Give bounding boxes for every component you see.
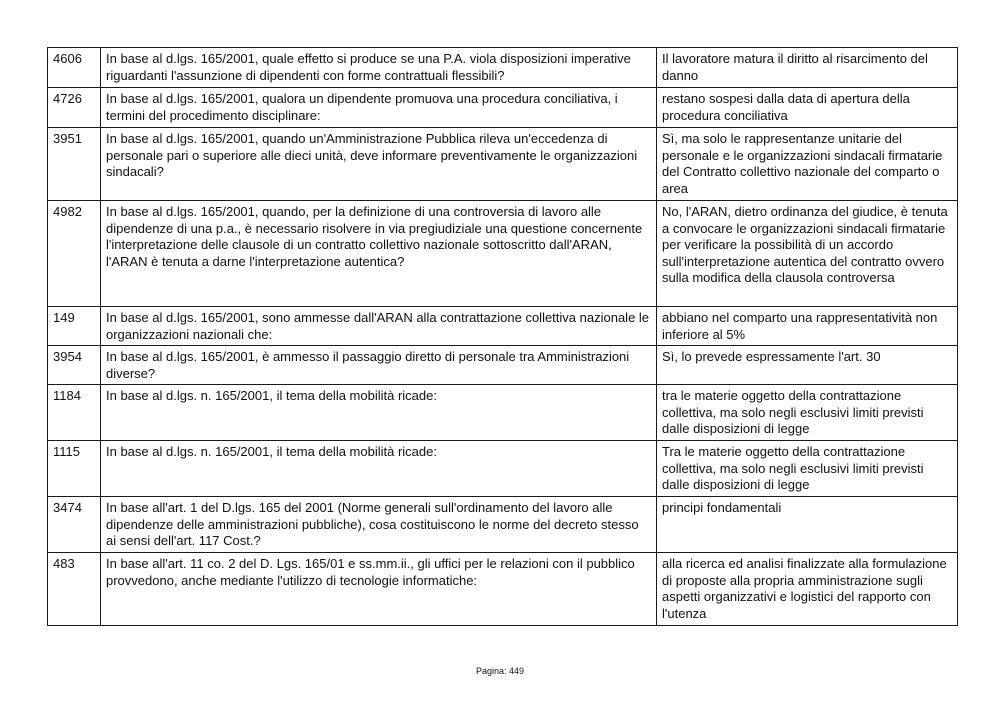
table-row (48, 441, 958, 497)
question-text: In base al d.lgs. n. 165/2001, il tema della mobilità ricade: (101, 385, 657, 441)
table-row (48, 307, 958, 346)
table-row (48, 88, 958, 128)
table-row (48, 48, 958, 88)
question-id: 4726 (48, 88, 101, 128)
question-text: In base al d.lgs. 165/2001, quando un'Amministrazione Pubblica rileva un'eccedenza di personale pari o superiore alle dieci unità, deve informare preventivamente le organizzazioni sindacali? (101, 128, 657, 201)
page-number: Pagina: 449 (475, 666, 525, 676)
question-id: 1115 (48, 441, 101, 497)
question-text: In base al d.lgs. 165/2001, sono ammesse dall'ARAN alla contrattazione collettiva nazionale le organizzazioni nazionali che: (101, 307, 657, 346)
question-id: 3951 (48, 128, 101, 201)
answer-text: No, l'ARAN, dietro ordinanza del giudice, è tenuta a convocare le organizzazioni sindacali firmatarie per verificare la possibilità di un accordo sull'interpretazione autentica del contratto ovvero sulla modifica della clausola controversa (657, 201, 958, 307)
question-id: 3954 (48, 346, 101, 385)
table-row (48, 128, 958, 201)
question-answer-table (47, 47, 958, 626)
table-row (48, 201, 958, 307)
question-text: In base al d.lgs. 165/2001, quando, per la definizione di una controversia di lavoro alle dipendenze di una p.a., è necessario risolvere in via pregiudiziale una questione concernente l'interpretazione delle clausole di un contratto collettivo nazionale sottoscritto dall'ARAN, l'ARAN è tenuta a darne l'interpretazione autentica? (101, 201, 657, 307)
table-row (48, 497, 958, 553)
question-id: 1184 (48, 385, 101, 441)
question-text: In base al d.lgs. 165/2001, qualora un dipendente promuova una procedura conciliativa, i termini del procedimento disciplinare: (101, 88, 657, 128)
question-id: 4982 (48, 201, 101, 307)
table-row (48, 385, 958, 441)
answer-text: principi fondamentali (657, 497, 958, 553)
question-text: In base al d.lgs. 165/2001, quale effetto si produce se una P.A. viola disposizioni imperative riguardanti l'assunzione di dipendenti con forme contrattuali flessibili? (101, 48, 657, 88)
answer-text: Sì, lo prevede espressamente l'art. 30 (657, 346, 958, 385)
answer-text: tra le materie oggetto della contrattazione collettiva, ma solo negli esclusivi limiti previsti dalle disposizioni di legge (657, 385, 958, 441)
answer-text: alla ricerca ed analisi finalizzate alla formulazione di proposte alla propria amministrazione sugli aspetti organizzativi e logistici del rapporto con l'utenza (657, 553, 958, 626)
answer-text: restano sospesi dalla data di apertura della procedura conciliativa (657, 88, 958, 128)
answer-text: Tra le materie oggetto della contrattazione collettiva, ma solo negli esclusivi limiti previsti dalle disposizioni di legge (657, 441, 958, 497)
table-row (48, 553, 958, 626)
question-text: In base all'art. 1 del D.lgs. 165 del 2001 (Norme generali sull'ordinamento del lavoro alle dipendenze delle amministrazioni pubbliche), cosa costituiscono le norme del decreto stesso ai sensi dell'art. 117 Cost.? (101, 497, 657, 553)
answer-text: abbiano nel comparto una rappresentatività non inferiore al 5% (657, 307, 958, 346)
question-id: 3474 (48, 497, 101, 553)
table-row (48, 346, 958, 385)
question-text: In base al d.lgs. n. 165/2001, il tema della mobilità ricade: (101, 441, 657, 497)
answer-text: Il lavoratore matura il diritto al risarcimento del danno (657, 48, 958, 88)
answer-text: Sì, ma solo le rappresentanze unitarie del personale e le organizzazioni sindacali firmatarie del Contratto collettivo nazionale del comparto o area (657, 128, 958, 201)
question-id: 4606 (48, 48, 101, 88)
question-id: 149 (48, 307, 101, 346)
question-id: 483 (48, 553, 101, 626)
question-text: In base all'art. 11 co. 2 del D. Lgs. 165/01 e ss.mm.ii., gli uffici per le relazioni con il pubblico provvedono, anche mediante l'utilizzo di tecnologie informatiche: (101, 553, 657, 626)
question-text: In base al d.lgs. 165/2001, è ammesso il passaggio diretto di personale tra Amministrazioni diverse? (101, 346, 657, 385)
